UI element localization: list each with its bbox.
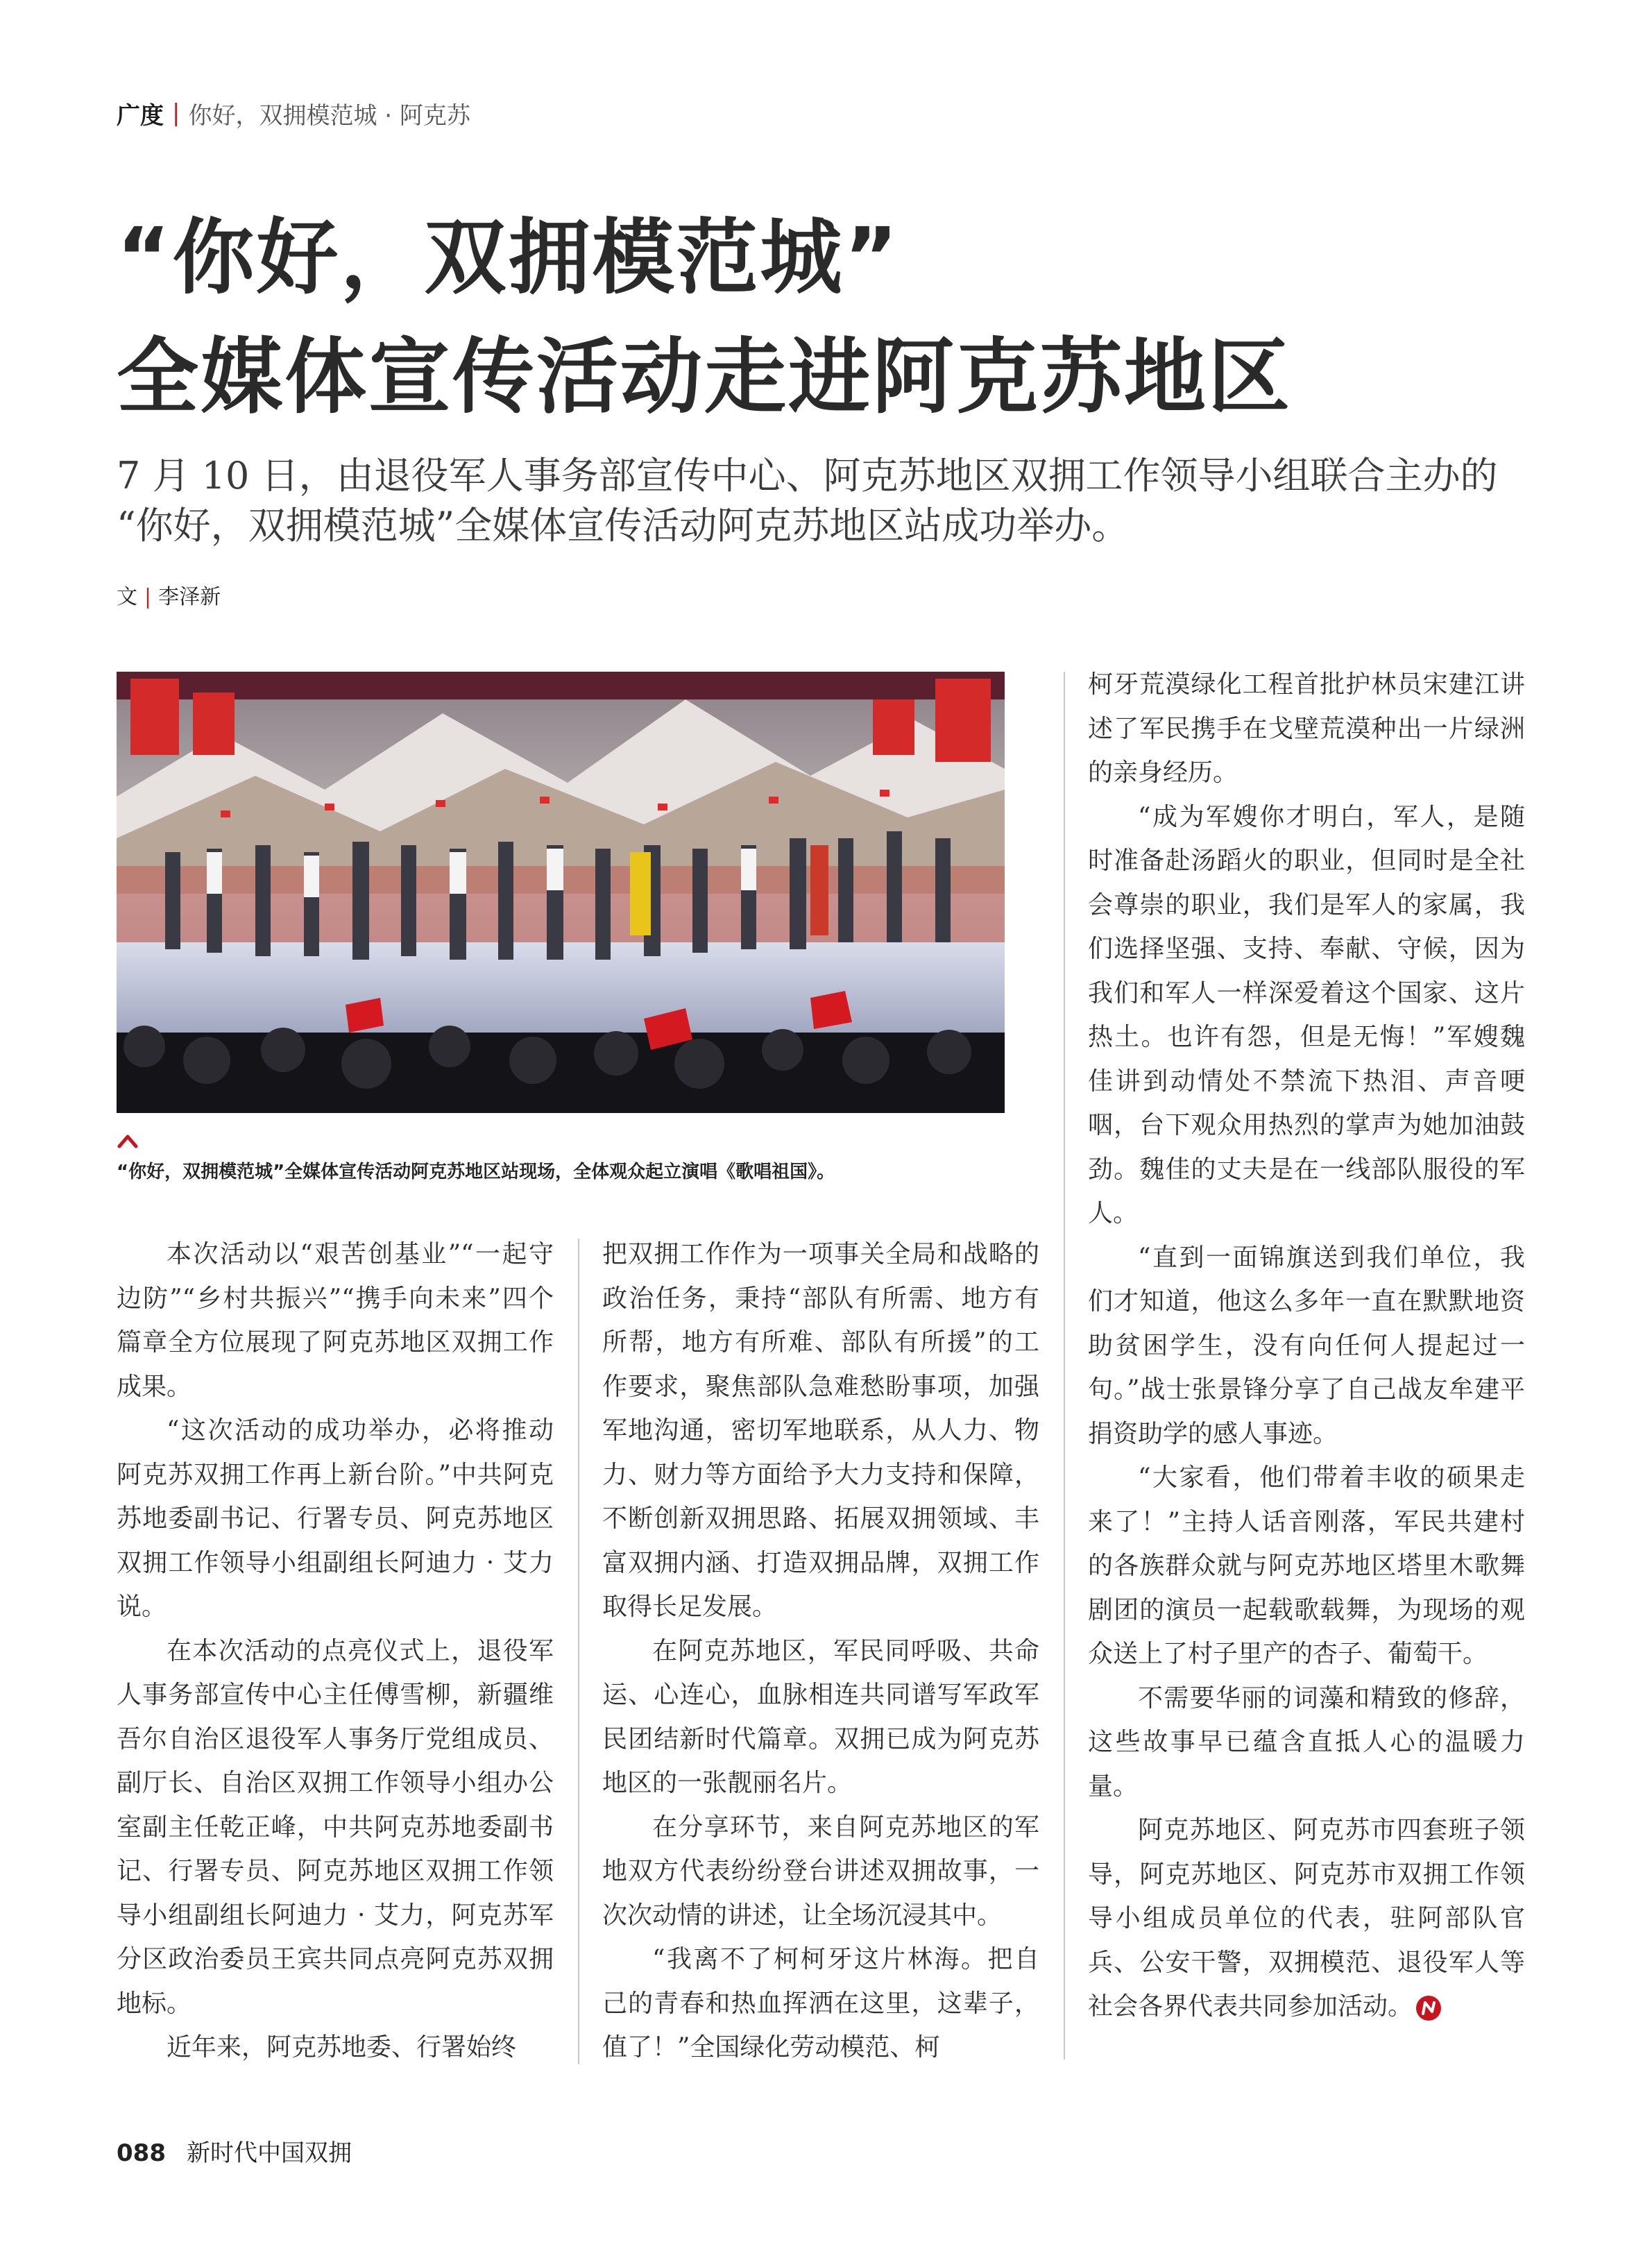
stage-photo [117, 672, 1005, 1113]
article-title [117, 198, 1292, 436]
running-header [117, 96, 470, 130]
lead-line-1: 7 月 10 日，由退役军人事务部宣传中心、阿克苏地区双拥工作领导小组联合主办的 [117, 454, 1498, 498]
author: 李泽新 [158, 585, 221, 609]
title-line-1: “你好，双拥模范城” [117, 210, 901, 305]
paragraph: 在阿克苏地区，军民同呼吸、共命运、心连心，血脉相连共同谱写军政军民团结新时代篇章。双拥已成为阿克苏地区的一张靓丽名片。 [602, 1636, 1039, 1797]
running-title: 你好，双拥模范城 · 阿克苏 [188, 101, 470, 130]
paragraph: 在本次活动的点亮仪式上，退役军人事务部宣传中心主任傅雪柳，新疆维吾尔自治区退役军人事务厅党组成员、副厅长、自治区双拥工作领导小组办公室副主任乾正峰，中共阿克苏地委副书记、行署专员、阿克苏地区双拥工作领导小组副组长阿迪力 · 艾力，阿克苏军分区政治委员王宾共同点亮阿克苏双拥地标。 [117, 1636, 554, 2018]
paragraph: 柯牙荒漠绿化工程首批护林员宋建江讲述了军民携手在戈壁荒漠种出一片绿洲的亲身经历。 [1088, 670, 1525, 787]
paragraph: 把双拥工作作为一项事关全局和战略的政治任务，秉持“部队有所需、地方有所帮，地方有所难、部队有所援”的工作要求，聚焦部队急难愁盼事项，加强军地沟通，密切军地联系，从人力、物力、财力等方面给予大力支持和保障，不断创新双拥思路、拓展双拥领域、丰富双拥内涵、打造双拥品牌，双拥工作取得长足发展。 [602, 1240, 1039, 1621]
column-2 [602, 1232, 1039, 2070]
header-separator: | [172, 99, 180, 127]
magazine-name: 新时代中国双拥 [186, 2139, 352, 2167]
column-3 [1088, 663, 1525, 2029]
column-1 [117, 1232, 554, 2070]
paragraph: “大家看，他们带着丰收的硕果走来了！”主持人话音刚落，军民共建村的各族群众就与阿克苏地区塔里木歌舞剧团的演员一起载歌载舞，为现场的观众送上了村子里产的杏子、葡萄干。 [1088, 1463, 1525, 1668]
paragraph: “成为军嫂你才明白，军人，是随时准备赴汤蹈火的职业，但同时是全社会尊崇的职业，我们是军人的家属，我们选择坚强、支持、奉献、守候，因为我们和军人一样深爱着这个国家、这片热土。也许有怨，但是无悔！”军嫂魏佳讲到动情处不禁流下热泪、声音哽咽，台下观众用热烈的掌声为她加油鼓劲。魏佳的丈夫是在一线部队服役的军人。 [1088, 802, 1525, 1228]
article-lead [117, 451, 1546, 551]
title-line-2: 全媒体宣传活动走进阿克苏地区 [117, 329, 1293, 425]
paragraph-text: 阿克苏地区、阿克苏市四套班子领导，阿克苏地区、阿克苏市双拥工作领导小组成员单位的代表，驻阿部队官兵、公安干警，双拥模范、退役军人等社会各界代表共同参加活动。 [1088, 1816, 1525, 2021]
byline [117, 579, 221, 610]
last-paragraph [1088, 1808, 1525, 2029]
paragraph: “这次活动的成功举办，必将推动阿克苏双拥工作再上新台阶。”中共阿克苏地委副书记、行署专员、阿克苏地区双拥工作领导小组副组长阿迪力 · 艾力说。 [117, 1416, 554, 1621]
byline-label: 文 [117, 585, 137, 609]
photo-caption: “你好，双拥模范城”全媒体宣传活动阿克苏地区站现场，全体观众起立演唱《歌唱祖国》。 [117, 1162, 835, 1182]
column-divider [578, 1239, 579, 2064]
paragraph: “我离不了柯柯牙这片林海。把自己的青春和热血挥洒在这里，这辈子，值了！”全国绿化劳动模范、柯 [602, 1945, 1039, 2062]
paragraph: 近年来，阿克苏地委、行署始终 [167, 2033, 517, 2062]
byline-separator: | [144, 585, 152, 609]
paragraph: 不需要华丽的词藻和精致的修辞，这些故事早已蕴含直抵人心的温暖力量。 [1088, 1683, 1525, 1801]
paragraph: 在分享环节，来自阿克苏地区的军地双方代表纷纷登台讲述双拥故事，一次次动情的讲述，让全场沉浸其中。 [602, 1812, 1039, 1930]
page-footer [117, 2134, 352, 2168]
stage-photo-illustration [117, 672, 1005, 1113]
section-label: 广度 [117, 101, 164, 130]
caption-caret-icon [117, 1131, 139, 1150]
paragraph: “直到一面锦旗送到我们单位，我们才知道，他这么多年一直在默默地资助贫困学生，没有向任何人提起过一句。”战士张景锋分享了自己战友牟建平捐资助学的感人事迹。 [1088, 1243, 1525, 1448]
column-divider [1064, 672, 1065, 2060]
page-number: 088 [117, 2139, 166, 2167]
paragraph: 本次活动以“艰苦创基业”“一起守边防”“乡村共振兴”“携手向未来”四个篇章全方位展现了阿克苏地区双拥工作成果。 [117, 1240, 554, 1401]
end-mark-icon [1415, 1995, 1442, 2021]
lead-line-2: “你好，双拥模范城”全媒体宣传活动阿克苏地区站成功举办。 [117, 504, 1130, 547]
